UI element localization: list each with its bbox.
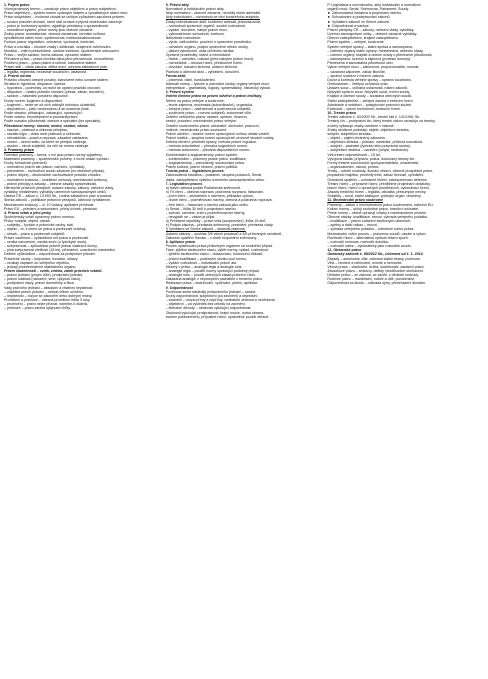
text-line: Dozor a kontrola veřejné správy – správní soudnictví. bbox=[327, 77, 413, 82]
section-heading: 12. Občanské právo bbox=[327, 248, 362, 253]
text-line: Povinnost snést následky protiprávního jednání – sankci. bbox=[165, 289, 257, 294]
text-line: – teorie zájmová, mocenská (subordinační), organická, bbox=[165, 102, 253, 107]
text-line: – vykonatelnost rozhodnutí, exekuce. bbox=[165, 32, 226, 37]
text-line: – dispozice – vlastní pravidlo chování (příkaz, zákaz, dovolení), bbox=[4, 90, 105, 95]
column-right bbox=[327, 3, 484, 676]
text-line: – zpětný a další odkaz – renvoi, bbox=[327, 223, 378, 228]
column-middle bbox=[166, 3, 323, 676]
text-line: – mimořádné – obnova řízení, přezkumné řízení, bbox=[165, 61, 244, 66]
text-line: – metoda autonomní – převaha dispozitivních norem. bbox=[165, 148, 251, 153]
section-heading: 8. Aplikace práva bbox=[165, 239, 195, 244]
text-line: Odvětví soukromého práva: občanské, obchodní, pracovní, bbox=[165, 123, 260, 128]
text-line: Přímé normy – věcně upravují vztahy s mezinárodním prvkem. bbox=[327, 210, 428, 215]
section-heading: 2. Právní norma bbox=[4, 73, 31, 78]
text-line: Adresáti normy – fyzické a právnické osoby, orgány veřejné moci. bbox=[165, 81, 270, 86]
text-line: d) Prezident republiky – právo veta (suspenzivní), lhůta 15 dnů. bbox=[165, 219, 267, 224]
text-line: Právní stát – vláda zákona, dělba moci, ochrana základních práv. bbox=[4, 65, 108, 70]
text-line: Tresty – odnětí svobody, domácí vězení, obecně prospěšné práce, bbox=[327, 169, 434, 174]
text-line: b) Tři čtení – obecná rozprava, podrobná rozprava, hlasování. bbox=[165, 190, 265, 195]
text-line: Obecné otázky: kvalifikace, renvoi, výhrada veřejného pořádku. bbox=[327, 214, 429, 219]
text-line: Právo EU – primární a sekundární, přímý účinek, přednost. bbox=[4, 206, 98, 211]
text-line: Právní osobnost – způsobilost mít práva a povinnosti. bbox=[4, 235, 90, 240]
section-heading: 7. Legislativní proces bbox=[165, 181, 203, 186]
text-line: – objektivní stránka – jednání, následek, příčinná souvislost, bbox=[327, 140, 424, 145]
text-line: Zákonodárná iniciativa – poslanec, skupina poslanců, Senát, bbox=[165, 173, 263, 178]
text-line: hlavní líčení, řízení o opravných prostředcích, vykonávací řízení. bbox=[327, 185, 430, 190]
text-line: a) Návrh zákona podán Poslanecké sněmovně. bbox=[165, 185, 242, 190]
text-line: Funkce práva: regulativní, ochranná, výchovná, kontrolní. bbox=[4, 40, 96, 45]
text-line: Věcná práva – vlastnictví, držba, služebnosti, zástavní právo. bbox=[327, 264, 425, 269]
text-line: – datum vyhotovení, otisk úředního razítka. bbox=[165, 48, 235, 53]
text-line: – objekt – zájem chráněný zákonem, bbox=[327, 136, 386, 140]
text-line: Právo subjektivní – možnost chovat se určitým způsobem zaručená právem. bbox=[4, 15, 126, 20]
text-line: ► Vyhlášení zákonů ve Sbírce zákonů. bbox=[327, 19, 390, 24]
text-line: Formy trestné součinnosti: spolupachatelství, účastenství, bbox=[327, 160, 420, 165]
text-line: Druhy odpovědnosti: subjektivní (za zavinění) a objektivní. bbox=[165, 293, 259, 298]
text-line: Znaky individuálních aktů: konkrétní adresát, jednorázovost. bbox=[165, 19, 262, 24]
text-line: – časová – platnost a účinnost předpisu, bbox=[4, 127, 69, 132]
text-line: Právní systém – veřejné, soukromé. bbox=[327, 40, 385, 45]
text-line: Opravné prostředky: řádné a mimořádné. bbox=[165, 52, 232, 57]
text-line: Platnost a účinnost aktu – vyhlášení, doručení. bbox=[165, 69, 240, 74]
text-line: f) Vyhlášení ve Sbírce zákonů – okamžik platnosti. bbox=[165, 227, 246, 232]
text-line: – dispozitivní – platí, nedohodnou-li se účastníci jinak. bbox=[4, 106, 90, 111]
text-line: – retroaktivita – pravá a nepravá, zásadně zakázána, bbox=[4, 136, 89, 140]
text-line: Krajské a okresní soudy – soustava obecných soudů. bbox=[327, 94, 413, 99]
text-line: Podle rozsahu působnosti: obecné a speciální (lex specialis). bbox=[4, 119, 102, 124]
text-line: Vícevýznamový termín – označuje právo objektivní a právo subjektivní. bbox=[4, 7, 117, 12]
text-line: Právnické osoby – korporace, fundace, ústavy. bbox=[4, 256, 79, 261]
section-heading: 11. Mezinárodní právo soukromé bbox=[327, 198, 384, 203]
text-line: – správní uvážení v mezích zákona. bbox=[327, 73, 385, 78]
text-line: Trestný čin – protiprávní čin, který trestní zákon označuje za trestný, bbox=[327, 119, 436, 124]
text-line: – subjekt – pachatel (fyzická nebo právnická osoba), bbox=[327, 144, 411, 149]
text-line: – precedens – rozhodnutí soudu závazné pro obdobné případy, bbox=[4, 169, 105, 174]
text-line: – územní orgány: krajské a obecní úřady v přenesené působnosti, bbox=[327, 52, 433, 57]
text-line: Mezinárodní civilní proces – pravomoc soudů, uznání a výkon. bbox=[327, 231, 427, 236]
text-line: – protiprávní stavy, právní domněnky a fikce. bbox=[4, 281, 76, 286]
text-line: Dědické právo – ze zákona, ze závěti, z dědické smlouvy. bbox=[327, 273, 419, 278]
text-line: trestní, procesní, mezinárodní právo veřejné. bbox=[165, 119, 237, 124]
text-line: – ústřední orgány státní správy: ministerstva, ústřední úřady, bbox=[327, 48, 424, 53]
text-line: Prvky: subjekt, objekt, obsah. bbox=[4, 219, 51, 224]
section-heading: 4. Právní vztah a jeho prvky bbox=[4, 210, 52, 215]
text-line: Rozhodčí řízení – alternativní způsob řešení sporů. bbox=[327, 235, 409, 240]
text-line: – vázanost zákonem, zákaz libovůle, bbox=[327, 69, 386, 74]
text-line: Ústavní zákony – souhlas 3/5 všech poslanců a 3/5 přítomných senátorů. bbox=[165, 231, 283, 236]
text-line: Normativní a individuální právní akty. bbox=[165, 7, 225, 12]
text-line: ► Zákonodárná iniciativa a projednání návrhu. bbox=[327, 11, 402, 16]
text-line: Ústava ČR – zákon č. 1/1993 Sb., Listina základních práv a svobod. bbox=[4, 194, 113, 199]
text-line: Zakázána analogie v neprospěch pachatele v trestním právu. bbox=[165, 277, 263, 282]
text-line: – prekluze – právo zaniká uplynutím lhůty. bbox=[4, 306, 71, 311]
text-line: Fáze: zjištění skutkového stavu, výběr normy, výklad, rozhodnutí. bbox=[165, 248, 270, 253]
text-line: Akty individuální – rozhodnutí ve věci konkrétního subjektu. bbox=[165, 15, 260, 20]
text-line: Systém veřejné správy – státní správa a samospráva. bbox=[327, 44, 413, 49]
text-line: – písemná, ústní, konkludentní. bbox=[165, 77, 216, 82]
text-line: Rodinné právo – manželství, rodiče a dítě, poručenství. bbox=[327, 277, 416, 282]
text-line: ► Schvalování a podepisování zákonů. bbox=[327, 15, 391, 20]
text-line: Výkon veřejné moci – zákonnost, proporcionalita, rovnost. bbox=[327, 65, 420, 70]
text-line: – subjektivní stránka – zavinění (úmysl, nedbalost). bbox=[327, 148, 409, 153]
text-line: Promlčení a prekluze – obecná promlčecí lhůta 3 roky. bbox=[4, 298, 91, 303]
text-line: Druhy norem: kogentní a dispozitivní. bbox=[4, 98, 64, 103]
text-line: a který vykazuje znaky uvedené v zákoně. bbox=[327, 123, 395, 128]
text-line: – výrok, odůvodnění, poučení o opravném prostředku, bbox=[165, 40, 252, 45]
text-line: Pravidlo chování obecné povahy, stanovené nebo uznané státem. bbox=[4, 77, 109, 82]
text-line: Hierarchie právních předpisů: ústavní zákony, zákony, nařízení vlády, bbox=[4, 185, 114, 190]
text-line: Přirozené právo – práva člověka dána jeho přirozeností, nezcizitelná. bbox=[4, 57, 114, 62]
text-line: – veřejné právo – nadřízenost a podřízenost subjektů, bbox=[165, 106, 252, 111]
text-line: – výhrada veřejného pořádku – odmítnutí cizího práva. bbox=[327, 227, 415, 232]
text-line: Společenský vztah upravený právní normou. bbox=[4, 214, 75, 219]
text-line: – rozhodčí smlouva, rozhodčí doložka, bbox=[327, 239, 389, 244]
text-line: Pozitivní právo – právo platné a účinné, stanovené státem. bbox=[4, 61, 98, 66]
text-line: Právní odvětví – soubor norem upravujících určitou oblast vztahů. bbox=[165, 131, 271, 136]
text-line: – rozhodčí nález – vykonatelný jako rozsudek soudu. bbox=[327, 244, 412, 249]
text-line: – řádné – odvolání, rozklad (před nabytím právní moci), bbox=[165, 57, 254, 62]
text-line: Zásady – autonomie vůle, ochrana slabší strany, poctivost. bbox=[327, 256, 421, 261]
text-line: – právní jednání (projev vůle), protiprávní jednání, bbox=[4, 273, 84, 278]
text-line: – svéprávnost – způsobilost právně jednat vlastními úkony, bbox=[4, 244, 98, 249]
text-line: Ústavní soud – ochrana ústavnosti, rušení zákonů. bbox=[327, 86, 409, 91]
text-line: Prameny – zákon o mezinárodním právu soukromém, nařízení EU. bbox=[327, 202, 434, 207]
text-line: Občanský zákoník č. 89/2012 Sb., účinnost od 1. 1. 2014. bbox=[327, 252, 424, 257]
text-line: Mezinárodní smlouvy – čl. 10 Ústavy, aplikační přednost. bbox=[4, 202, 95, 207]
text-line: Zákonné opatření Senátu – v době rozpuštění sněmovny. bbox=[165, 235, 257, 240]
text-line: Trestní řízení – přípravné řízení, předběžné projednání obžaloby, bbox=[327, 181, 431, 186]
text-line: – objektivní – za výsledek bez ohledu na zavinění, bbox=[165, 302, 246, 307]
text-line: e) Podpis zákona – předseda sněmovny, prezident, předseda vlády. bbox=[165, 223, 274, 228]
text-line: Subjekty – soud, státní zástupce, policejní orgán, obviněný. bbox=[327, 194, 422, 199]
text-line: Znaky skutkové podstaty: objekt, objektivní stránka, bbox=[327, 127, 410, 132]
text-line: – vznikají zápisem do veřejného rejstříku, bbox=[4, 260, 70, 265]
text-line: Dělení na právo veřejné a soukromé: bbox=[165, 98, 225, 103]
section-heading: 5. Právní akty bbox=[165, 3, 189, 7]
text-line: – zdánlivé právní jednání – nebylo vůbec učiněno, bbox=[4, 289, 84, 294]
text-line: Přenesená a samostatná působnost obcí. bbox=[327, 61, 394, 66]
text-line: Materiální prameny – společenské poměry, z nichž obsah vychází. bbox=[4, 156, 110, 161]
text-line: Tvorba práva – legislativní proces. bbox=[165, 169, 225, 174]
text-line: Právní institut – skupina norem upravujících druhově shodné vztahy. bbox=[165, 136, 275, 140]
text-line: Odvětví veřejného práva: ústavní, správní, finanční, bbox=[165, 115, 248, 120]
text-line: propadnutí majetku, peněžitý trest, zákaz činnosti, vyhoštění. bbox=[327, 173, 425, 178]
text-line: – kogentní – nelze se od nich odchýlit dohodou účastníků, bbox=[4, 102, 97, 107]
text-line: – rozhodnutí správních orgánů, soudní rozhodnutí, bbox=[165, 23, 247, 28]
text-line: Podle vztahu: hmotněprávní a procesněprávní. bbox=[4, 115, 79, 120]
text-line: Ochranná opatření – ochranné léčení, zabezpečovací detence. bbox=[327, 177, 428, 182]
text-line: – zjištění skutkového stavu – dokazování, hodnocení důkazů, bbox=[165, 252, 264, 257]
text-line: Proces uplatňování práva příslušným orgánem na konkrétní případ. bbox=[165, 244, 273, 249]
text-line: – první čtení – seznámení s návrhem, přikázání výboru, bbox=[165, 194, 255, 199]
text-line: Okolnosti vylučující protiprávnost: krajní nouze, nutná obrana, bbox=[165, 310, 264, 315]
text-line: Vnitřní členění práva na právní odvětví a právní instituty. bbox=[165, 94, 263, 99]
section-heading: 10. Trestní právo bbox=[327, 111, 356, 116]
text-line: Interpretace – gramatický, logický, systematický, historický výklad. bbox=[165, 86, 271, 91]
text-line: – promlčení – právo nelze přiznat, namítne-li dlužník, bbox=[4, 302, 89, 307]
text-line: – normativní právní akt (zákon, nařízení, vyhláška), bbox=[4, 165, 86, 170]
text-line: Územní samosprávné celky – obecně závazné vyhlášky. bbox=[327, 32, 418, 37]
text-line: Morálka – vnitřní přesvědčení, sankce svědomí, společenské odsouzení. bbox=[4, 48, 120, 53]
text-line: Vady právního jednání – absolutní a relativní neplatnost. bbox=[4, 285, 94, 290]
text-line: – označení orgánu, podpis oprávněné úřední osoby, bbox=[165, 44, 249, 49]
text-line: – neplatnost – rozpor se zákonem nebo dobrými mravy. bbox=[4, 293, 93, 298]
text-line: – obsah – práva a povinnosti subjektů. bbox=[4, 231, 66, 236]
text-line: Odpovědnost za škodu – náhrada újmy, předcházení škodám. bbox=[327, 281, 426, 286]
text-line: Realizace práva – dodržování, využívání, plnění, aplikace. bbox=[165, 281, 259, 286]
text-line: – analogie legis – použití normy upravující podobný případ, bbox=[165, 269, 260, 273]
text-line: Podle obsahu: přikazující, zakazující, opravňující. bbox=[4, 111, 83, 116]
text-line: – metoda autoritativní – převaha kogentních norem, bbox=[165, 144, 248, 149]
text-line: Právní kultura, právní vědomí, právní politika. bbox=[165, 165, 238, 170]
text-line: Mezery v právu – analogie legis a analogie iuris. bbox=[165, 264, 243, 269]
text-line: Působnost normy: časová, místní, osobní, věcná. bbox=[4, 123, 89, 128]
text-line: subjekt, subjektivní stránka. bbox=[327, 131, 372, 136]
text-line: – nevyjádří se – zákon je přijat. bbox=[165, 214, 216, 219]
text-line: Forma aktů: bbox=[165, 73, 187, 78]
text-line: – organizátorství, návod, pomoc. bbox=[327, 165, 380, 170]
text-line: Nejvyšší správní soud, Nejvyšší soud, vrchní soudy. bbox=[327, 90, 410, 95]
text-line: – subjekty – fyzické a právnické osoby, stát, bbox=[4, 223, 74, 228]
text-line: Právo a morálka – shodné znaky i odlišnosti, vzájemné ovlivňování. bbox=[4, 44, 112, 49]
text-line: Sbírka zákonů – publikace právních předpisů, účinnost vyhlášením. bbox=[4, 198, 112, 203]
text-line: – objekt – to, k čemu se práva a povinnosti vztahují, bbox=[4, 227, 87, 232]
text-line: Druhy formálních pramenů: bbox=[4, 160, 48, 165]
text-line: Náležitosti rozhodnutí: bbox=[165, 36, 202, 41]
text-line: – vacatio legis – doba mezi platností a účinností, bbox=[4, 131, 82, 136]
text-line: – legalita, legitimita, nezávislé soudnictví, ústavnost. bbox=[4, 69, 88, 74]
text-line: – právní kvalifikace – podřazení skutku pod normu, bbox=[165, 256, 247, 261]
text-line: – soubor pravidel chování, které stát uznává a jejichž dodržování zaručuje. bbox=[4, 19, 123, 24]
text-line: Formální prameny – forma, v níž jsou právní normy vyjádřeny. bbox=[4, 152, 103, 157]
text-line: c) Senát – lhůta 30 dnů k projednání návrhu. bbox=[165, 206, 237, 211]
text-line: – místní – území státu, na které se předpis vztahuje, bbox=[4, 140, 88, 145]
section-heading: 3. Prameny práva bbox=[4, 148, 34, 153]
text-line: Kolizní normy – určují rozhodné právo, hraniční určovatel. bbox=[327, 206, 420, 211]
text-line: Věk trestní odpovědnosti – 15 let. bbox=[327, 152, 381, 157]
text-line: Státní zastupitelství – veřejná žaloba v trestním řízení. bbox=[327, 98, 414, 103]
text-line: – hypotéza – podmínky, za nichž se uplatní pravidlo chování, bbox=[4, 86, 101, 91]
text-line: – vydání, doručení, nabytí právní moci, bbox=[165, 27, 228, 32]
text-line: – normativní systém, jehož normy jsou obecně závazné. bbox=[4, 27, 94, 32]
text-line: Ombudsman – Veřejný ochránce práv. bbox=[327, 81, 389, 86]
text-line: Akty normativní – obecně závazné, neurčitý okruh adresátů. bbox=[165, 11, 262, 16]
text-line: – zavinění – úmysl přímý a nepřímý, nedbalost vědomá a nevědomá, bbox=[165, 298, 276, 303]
text-line: Struktura: hypotéza, dispozice, sankce. bbox=[4, 81, 67, 86]
text-line: Znaky práva: normativnost, obecná závaznost, formální určitost, bbox=[4, 32, 106, 37]
text-line: Zásady trestního řízení – legalita, oficialita, presumpce neviny. bbox=[327, 190, 427, 195]
text-line: – soukromé právo – rovnost subjektů, autonomie vůle. bbox=[165, 111, 252, 116]
text-line: ► Odpovědnost a sankce. bbox=[327, 23, 370, 28]
text-line: – normativní smlouva – kolektivní smlouvy, mezinárodní smlouvy, bbox=[4, 177, 108, 182]
text-line: Právo – vnější sankce, forma zákona, vynucení státem. bbox=[4, 52, 93, 57]
text-line: svolení poškozeného, přípustné riziko, oprávněné použití zbraně. bbox=[165, 314, 270, 319]
text-line: – třetí čtení – hlasování o návrhu zákona jako celku. bbox=[165, 202, 249, 207]
text-line: vynutitelnost státní mocí, systémovost, institucionalizovanost. bbox=[4, 36, 102, 41]
text-line: – liberační důvody – okolnosti vylučující odpovědnost. bbox=[165, 306, 252, 311]
text-line: – kvalifikace – právní zařazení skutkových okolností, bbox=[327, 219, 411, 224]
text-line: – dovolání, kasační stížnost, ústavní stížnost. bbox=[165, 65, 238, 70]
text-line: Obecní zastupitelstvo, krajské zastupitelstvo. bbox=[327, 36, 399, 41]
text-line: vyhlášky ministerstev, vyhlášky územních samosprávných celků. bbox=[4, 190, 107, 195]
text-line: – jednají prostřednictvím statutárního orgánu. bbox=[4, 264, 77, 269]
column-left bbox=[4, 3, 161, 676]
text-line: – angloamerický – precedenty, soudcovské právo. bbox=[165, 160, 246, 165]
text-line: Právo objektivní – systém norem vydaných státem a vynutitelných státní mocí. bbox=[4, 11, 129, 16]
text-line: Závazkové právo – smlouvy, delikty, bezdůvodné obohacení. bbox=[327, 269, 424, 273]
text-line: orgánů moci: Senát, Sněmovna, Parlament, Soudy. bbox=[327, 7, 409, 12]
text-line: Právní skutečnosti – vznik, změna, zánik právních vztahů. bbox=[4, 269, 103, 273]
text-line: – kontinentální – prameny psané právo, kodifikace, bbox=[165, 156, 247, 161]
text-line: – právní události (narození, smrt, uplynutí času), bbox=[4, 277, 81, 282]
section-heading: 1. Pojem právo bbox=[4, 3, 30, 7]
text-line: – analogie iuris – použití obecných zásad právního řádu. bbox=[165, 273, 256, 278]
text-line: – právní obyčej – dlouhodobě zachovávané pravidlo chování, bbox=[4, 173, 102, 178]
text-line: – druhé čtení – pozměňovací návrhy, obecná a podrobná rozprava, bbox=[165, 198, 273, 203]
text-line: Kontinentální a angloamerický právní systém. bbox=[165, 152, 239, 157]
text-line: – plná svéprávnost zletilostí (18 let), přiznáním, uzavřením manželství. bbox=[4, 248, 117, 253]
section-heading: 6. Právní systém bbox=[165, 90, 195, 95]
text-line: – sankce – následek porušení dispozice. bbox=[4, 94, 69, 99]
text-line: Advokacie a notářství – poskytování právních služeb. bbox=[327, 102, 413, 107]
text-line: – právo je hodnotový systém, vyjadřuje představy o spravedlnosti. bbox=[4, 23, 109, 28]
text-line: Exekutoři – výkon rozhodnutí, exekuční řízení. bbox=[327, 106, 402, 111]
text-line: Trestní zákoník č. 40/2009 Sb., trestní řád č. 141/1961 Sb. bbox=[327, 115, 421, 120]
text-line: – schválí, zamítne, vrátí s pozměňovacími návrhy, bbox=[165, 210, 246, 215]
text-line: P. Legislativa a normotvorba, akty individuální a normativní bbox=[327, 3, 421, 7]
text-line: – právní principy a zásady – obecné zásady spravedlnosti. bbox=[4, 181, 98, 186]
text-line: – osobní – okruh subjektů, na něž se norma vztahuje. bbox=[4, 144, 90, 149]
text-columns bbox=[4, 3, 484, 676]
section-heading: 9. Odpovědnost bbox=[165, 285, 193, 290]
text-line: Věci – hmotné a nehmotné, movité a nemovité. bbox=[327, 260, 403, 265]
text-line: vláda, zastupitelstvo vyššího územního samosprávného celku. bbox=[165, 177, 265, 182]
text-line: Vývojová stadia: příprava, pokus, dokonaný trestný čin. bbox=[327, 156, 416, 161]
text-line: – samospráva: územní a zájmová (profesní komory). bbox=[327, 57, 412, 62]
text-line: Právní předpisy ČR – zákony, nařízení vlády, vyhlášky. bbox=[327, 27, 415, 32]
text-line: Kritéria členění: předmět úpravy, metoda právní regulace. bbox=[165, 140, 258, 145]
text-line: Deliktní způsobilost – odpovědnost za protiprávní jednání. bbox=[4, 252, 97, 257]
text-line: – vydání rozhodnutí – individuální právní akt. bbox=[165, 260, 237, 265]
text-line: rodinné, mezinárodní právo soukromé. bbox=[165, 127, 228, 132]
text-line: – vzniká narozením, zaniká smrtí (u fyzických osob), bbox=[4, 239, 88, 244]
